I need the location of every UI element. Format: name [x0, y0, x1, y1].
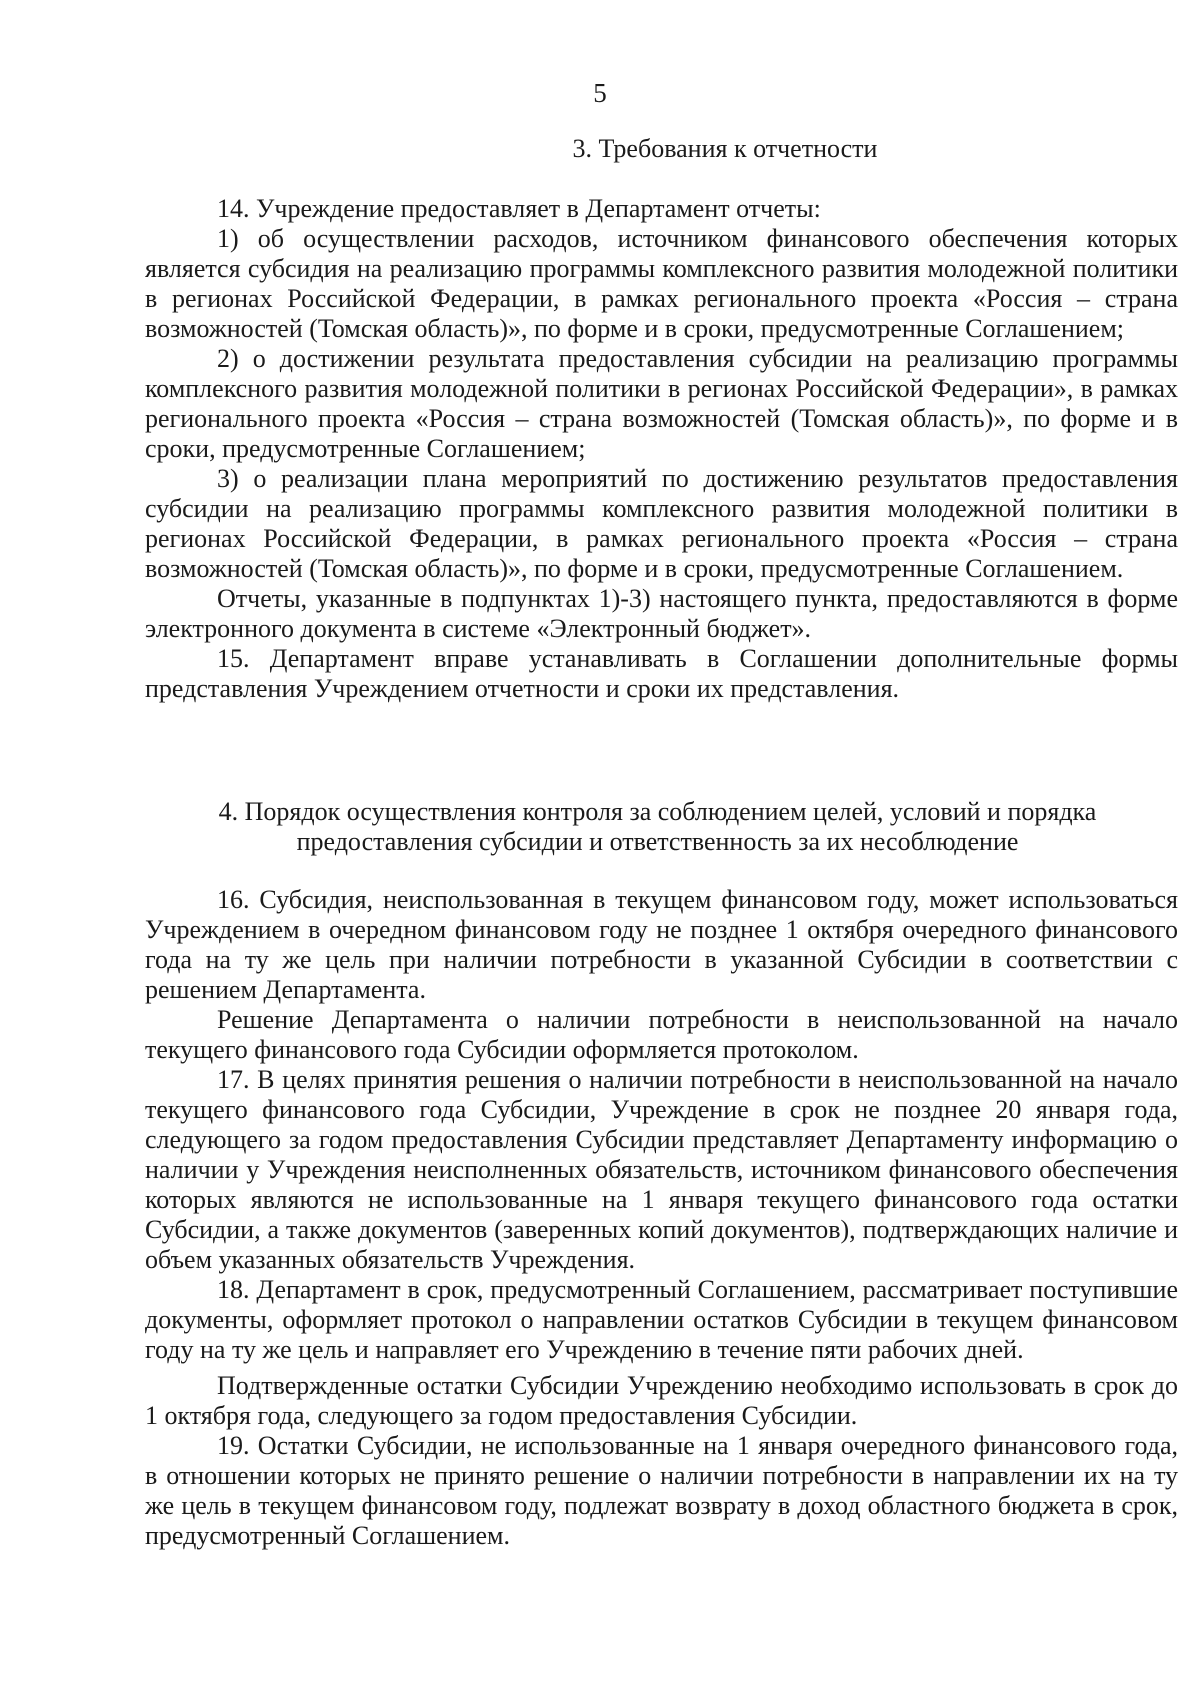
- paragraph-14-reports-note: Отчеты, указанные в подпунктах 1)-3) настоящего пункта, предоставляются в форме электронного документа в системе «Электронный бюджет».: [145, 584, 1178, 643]
- section-4-heading-line-1: 4. Порядок осуществления контроля за соблюдением целей, условий и порядка: [218, 797, 1097, 826]
- paragraph-14-item-2: 2) о достижении результата предоставления субсидии на реализацию программы комплексного развития молодежной политики в регионах Российской Федерации», в рамках регионального проекта «Россия – страна возможностей (Томская область)», по форме и в сроки, предусмотренные Соглашением;: [145, 344, 1178, 463]
- paragraph-15: 15. Департамент вправе устанавливать в Соглашении дополнительные формы представления Учреждением отчетности и сроки их представления.: [145, 644, 1178, 703]
- section-4-heading-line-2: предоставления субсидии и ответственность за их несоблюдение: [296, 827, 1019, 856]
- paragraph-14: 14. Учреждение предоставляет в Департамент отчеты:: [217, 194, 821, 223]
- section-4-heading: [145, 797, 1170, 857]
- paragraph-14-item-1: 1) об осуществлении расходов, источником финансового обеспечения которых является субсидия на реализацию программы комплексного развития молодежной политики в регионах Российской Федерации, в рамках регионального проекта «Россия – страна возможностей (Томская область)», по форме и в сроки, предусмотренные Соглашением;: [145, 224, 1178, 343]
- page-number: 5: [593, 78, 607, 108]
- paragraph-16-decision: Решение Департамента о наличии потребности в неиспользованной на начало текущего финансового года Субсидии оформляется протоколом.: [145, 1005, 1178, 1064]
- section-3-body: [145, 194, 1178, 704]
- paragraph-17: 17. В целях принятия решения о наличии потребности в неиспользованной на начало текущего финансового года Субсидии, Учреждение в срок не позднее 20 января года, следующего за годом предоставления Субсидии представляет Департаменту информацию о наличии у Учреждения неисполненных обязательств, источником финансового обеспечения которых являются не использованные на 1 января текущего финансового года остатки Субсидии, а также документов (заверенных копий документов), подтверждающих наличие и объем указанных обязательств Учреждения.: [145, 1065, 1178, 1274]
- paragraph-19: 19. Остатки Субсидии, не использованные на 1 января очередного финансового года, в отношении которых не принято решение о наличии потребности в направлении их на ту же цель в текущем финансовом году, подлежат возврату в доход областного бюджета в срок, предусмотренный Соглашением.: [145, 1431, 1178, 1550]
- paragraph-16: 16. Субсидия, неиспользованная в текущем финансовом году, может использоваться Учреждением в очередном финансовом году не позднее 1 октября очередного финансового года на ту же цель при наличии потребности в указанной Субсидии в соответствии с решением Департамента.: [145, 885, 1178, 1004]
- section-4-body: [145, 885, 1178, 1551]
- paragraph-18-confirmed: Подтвержденные остатки Субсидии Учреждению необходимо использовать в срок до 1 октября года, следующего за годом предоставления Субсидии.: [145, 1371, 1178, 1430]
- section-3-heading: 3. Требования к отчетности: [572, 134, 878, 163]
- paragraph-18: 18. Департамент в срок, предусмотренный Соглашением, рассматривает поступившие документы, оформляет протокол о направлении остатков Субсидии в текущем финансовом году на ту же цель и направляет его Учреждению в течение пяти рабочих дней.: [145, 1275, 1178, 1364]
- paragraph-14-item-3: 3) о реализации плана мероприятий по достижению результатов предоставления субсидии на реализацию программы комплексного развития молодежной политики в регионах Российской Федерации, в рамках регионального проекта «Россия – страна возможностей (Томская область)», по форме и в сроки, предусмотренные Соглашением.: [145, 464, 1178, 583]
